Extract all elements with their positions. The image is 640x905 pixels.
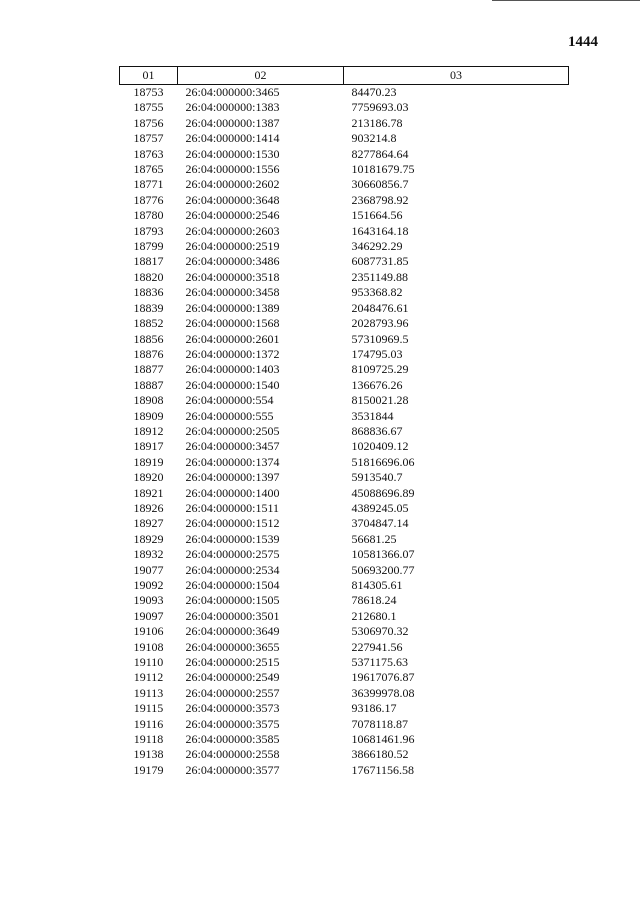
cadastral-number: 26:04:000000:2575 [185,547,280,562]
row-id: 18839 [133,300,164,315]
cadastral-number: 26:04:000000:3648 [185,192,280,207]
row-id: 19108 [133,639,164,654]
top-rule [492,0,640,1]
row-value: 2368798.92 [351,192,409,207]
cadastral-number: 26:04:000000:2546 [185,208,280,223]
row-id: 19093 [133,593,164,608]
row-value: 93186.17 [351,701,397,716]
row-id: 18877 [133,362,164,377]
header-col-03: 03 [344,67,569,85]
cadastral-number: 26:04:000000:1397 [185,470,280,485]
header-col-01: 01 [120,67,178,85]
row-id: 18887 [133,377,164,392]
table-row [120,301,569,316]
row-id: 18756 [133,115,164,130]
table-header [120,67,569,85]
cadastral-number: 26:04:000000:554 [185,393,274,408]
cadastral-number: 26:04:000000:2603 [185,223,280,238]
table-row [120,378,569,393]
row-id: 18793 [133,223,164,238]
table-row [120,162,569,177]
cadastral-number: 26:04:000000:3457 [185,439,280,454]
table-row [120,131,569,146]
row-value: 8109725.29 [351,362,409,377]
row-id: 18817 [133,254,164,269]
table-row [120,409,569,424]
table-row [120,285,569,300]
row-value: 2028793.96 [351,316,409,331]
row-value: 17671156.58 [351,762,415,777]
cadastral-number: 26:04:000000:2549 [185,670,280,685]
cadastral-number: 26:04:000000:2602 [185,177,280,192]
table-row [120,177,569,192]
row-value: 151664.56 [351,208,403,223]
row-id: 18780 [133,208,164,223]
row-value: 57310969.5 [351,331,409,346]
row-value: 5306970.32 [351,624,409,639]
header-col-02: 02 [178,67,344,85]
row-value: 10181679.75 [351,162,415,177]
row-id: 19097 [133,608,164,623]
cadastral-number: 26:04:000000:3585 [185,732,280,747]
table-row [120,640,569,655]
table-row [120,486,569,501]
row-id: 18876 [133,346,164,361]
cadastral-number: 26:04:000000:1540 [185,377,280,392]
row-id: 18852 [133,316,164,331]
table-row [120,609,569,624]
row-value: 51816696.06 [351,454,415,469]
row-value: 45088696.89 [351,485,415,500]
table-row [120,116,569,131]
cadastral-number: 26:04:000000:1568 [185,316,280,331]
header-row [120,67,569,85]
row-id: 19092 [133,578,164,592]
row-id: 18755 [133,100,164,115]
row-value: 814305.61 [351,578,403,592]
table-row [120,532,569,547]
cadastral-number: 26:04:000000:2534 [185,562,280,577]
row-value: 212680.1 [351,608,397,623]
row-id: 19116 [133,716,164,731]
cadastral-number: 26:04:000000:3465 [185,85,280,99]
cadastral-number: 26:04:000000:1400 [185,485,280,500]
row-id: 18929 [133,531,164,546]
row-id: 18909 [133,408,164,423]
cadastral-number: 26:04:000000:2515 [185,655,280,670]
row-value: 213186.78 [351,115,403,130]
cadastral-number: 26:04:000000:3518 [185,269,280,284]
table-row [120,501,569,516]
cadastral-number: 26:04:000000:1383 [185,100,280,115]
table-row [120,593,569,608]
row-value: 3531844 [351,408,394,423]
cadastral-number: 26:04:000000:2519 [185,239,280,254]
table-row [120,732,569,747]
row-id: 18856 [133,331,164,346]
table-row [120,254,569,269]
row-value: 868836.67 [351,423,403,438]
table-row [120,270,569,285]
row-value: 3866180.52 [351,747,409,762]
row-value: 2351149.88 [351,269,409,284]
row-id: 18912 [133,423,164,438]
table-row [120,701,569,716]
table-row [120,686,569,701]
cadastral-number: 26:04:000000:2505 [185,423,280,438]
row-value: 1643164.18 [351,223,409,238]
cadastral-number: 26:04:000000:1511 [185,500,280,515]
row-value: 10581366.07 [351,547,415,562]
row-id: 18908 [133,393,164,408]
cadastral-number: 26:04:000000:3649 [185,624,280,639]
table-body [120,85,569,779]
table-row [120,655,569,670]
table-row [120,239,569,254]
row-value: 8277864.64 [351,146,409,161]
row-value: 346292.29 [351,239,403,254]
table-row [120,85,569,101]
row-id: 18799 [133,239,164,254]
table-row [120,717,569,732]
row-value: 5913540.7 [351,470,403,485]
row-value: 84470.23 [351,85,397,99]
table-row [120,563,569,578]
table-row [120,332,569,347]
row-id: 18921 [133,485,164,500]
table-row [120,455,569,470]
cadastral-number: 26:04:000000:1505 [185,593,280,608]
row-value: 174795.03 [351,346,403,361]
row-id: 19112 [133,670,164,685]
cadastral-number: 26:04:000000:3573 [185,701,280,716]
cadastral-number: 26:04:000000:1530 [185,146,280,161]
table-row [120,224,569,239]
row-id: 19113 [133,685,164,700]
row-value: 6087731.85 [351,254,409,269]
data-table [119,66,569,778]
row-id: 18836 [133,285,164,300]
row-id: 18765 [133,162,164,177]
row-value: 5371175.63 [351,655,409,670]
row-value: 30660856.7 [351,177,409,192]
row-value: 7759693.03 [351,100,409,115]
row-value: 2048476.61 [351,300,409,315]
row-value: 136676.26 [351,377,403,392]
row-value: 227941.56 [351,639,403,654]
row-id: 19106 [133,624,164,639]
row-id: 18927 [133,516,164,531]
table-row [120,624,569,639]
row-id: 18920 [133,470,164,485]
row-value: 78618.24 [351,593,397,608]
page-number: 1444 [568,34,598,50]
table-row [120,393,569,408]
table-row [120,439,569,454]
table-row [120,147,569,162]
cadastral-number: 26:04:000000:2601 [185,331,280,346]
row-value: 19617076.87 [351,670,415,685]
row-id: 18926 [133,500,164,515]
cadastral-number: 26:04:000000:1512 [185,516,280,531]
cadastral-number: 26:04:000000:3655 [185,639,280,654]
row-id: 18820 [133,269,164,284]
cadastral-number: 26:04:000000:1389 [185,300,280,315]
table-row [120,763,569,778]
row-id: 18771 [133,177,164,192]
table-row [120,516,569,531]
row-id: 18919 [133,454,164,469]
row-value: 10681461.96 [351,732,415,747]
table-row [120,747,569,762]
cadastral-number: 26:04:000000:1539 [185,531,280,546]
row-value: 953368.82 [351,285,403,300]
row-id: 19179 [133,762,164,777]
table-row [120,547,569,562]
cadastral-number: 26:04:000000:3486 [185,254,280,269]
cadastral-number: 26:04:000000:3501 [185,608,280,623]
table-row [120,347,569,362]
row-id: 19115 [133,701,164,716]
table-row [120,316,569,331]
table-row [120,193,569,208]
row-value: 3704847.14 [351,516,409,531]
cadastral-number: 26:04:000000:1504 [185,578,280,592]
row-value: 50693200.77 [351,562,415,577]
cadastral-number: 26:04:000000:3577 [185,762,280,777]
row-id: 19110 [133,655,164,670]
table-row [120,100,569,115]
table-row [120,362,569,377]
row-value: 4389245.05 [351,500,409,515]
table-row [120,424,569,439]
row-value: 7078118.87 [351,716,409,731]
table-row [120,578,569,593]
cadastral-number: 26:04:000000:555 [185,408,274,423]
cadastral-number: 26:04:000000:1387 [185,115,280,130]
row-id: 18763 [133,146,164,161]
row-id: 18776 [133,192,164,207]
row-id: 19138 [133,747,164,762]
cadastral-number: 26:04:000000:1556 [185,162,280,177]
row-value: 8150021.28 [351,393,409,408]
row-value: 903214.8 [351,131,397,146]
cadastral-number: 26:04:000000:1403 [185,362,280,377]
row-value: 36399978.08 [351,685,415,700]
cadastral-number: 26:04:000000:2558 [185,747,280,762]
table-row [120,208,569,223]
row-id: 18753 [133,85,164,99]
cadastral-number: 26:04:000000:1372 [185,346,280,361]
row-id: 18932 [133,547,164,562]
cadastral-number: 26:04:000000:1374 [185,454,280,469]
row-value: 1020409.12 [351,439,409,454]
cadastral-number: 26:04:000000:1414 [185,131,280,146]
row-value: 56681.25 [351,531,397,546]
row-id: 19077 [133,562,164,577]
row-id: 18917 [133,439,164,454]
cadastral-number: 26:04:000000:3575 [185,716,280,731]
cadastral-number: 26:04:000000:3458 [185,285,280,300]
cadastral-number: 26:04:000000:2557 [185,685,280,700]
table-row [120,670,569,685]
row-id: 18757 [133,131,164,146]
row-id: 19118 [133,732,164,747]
table-row [120,470,569,485]
